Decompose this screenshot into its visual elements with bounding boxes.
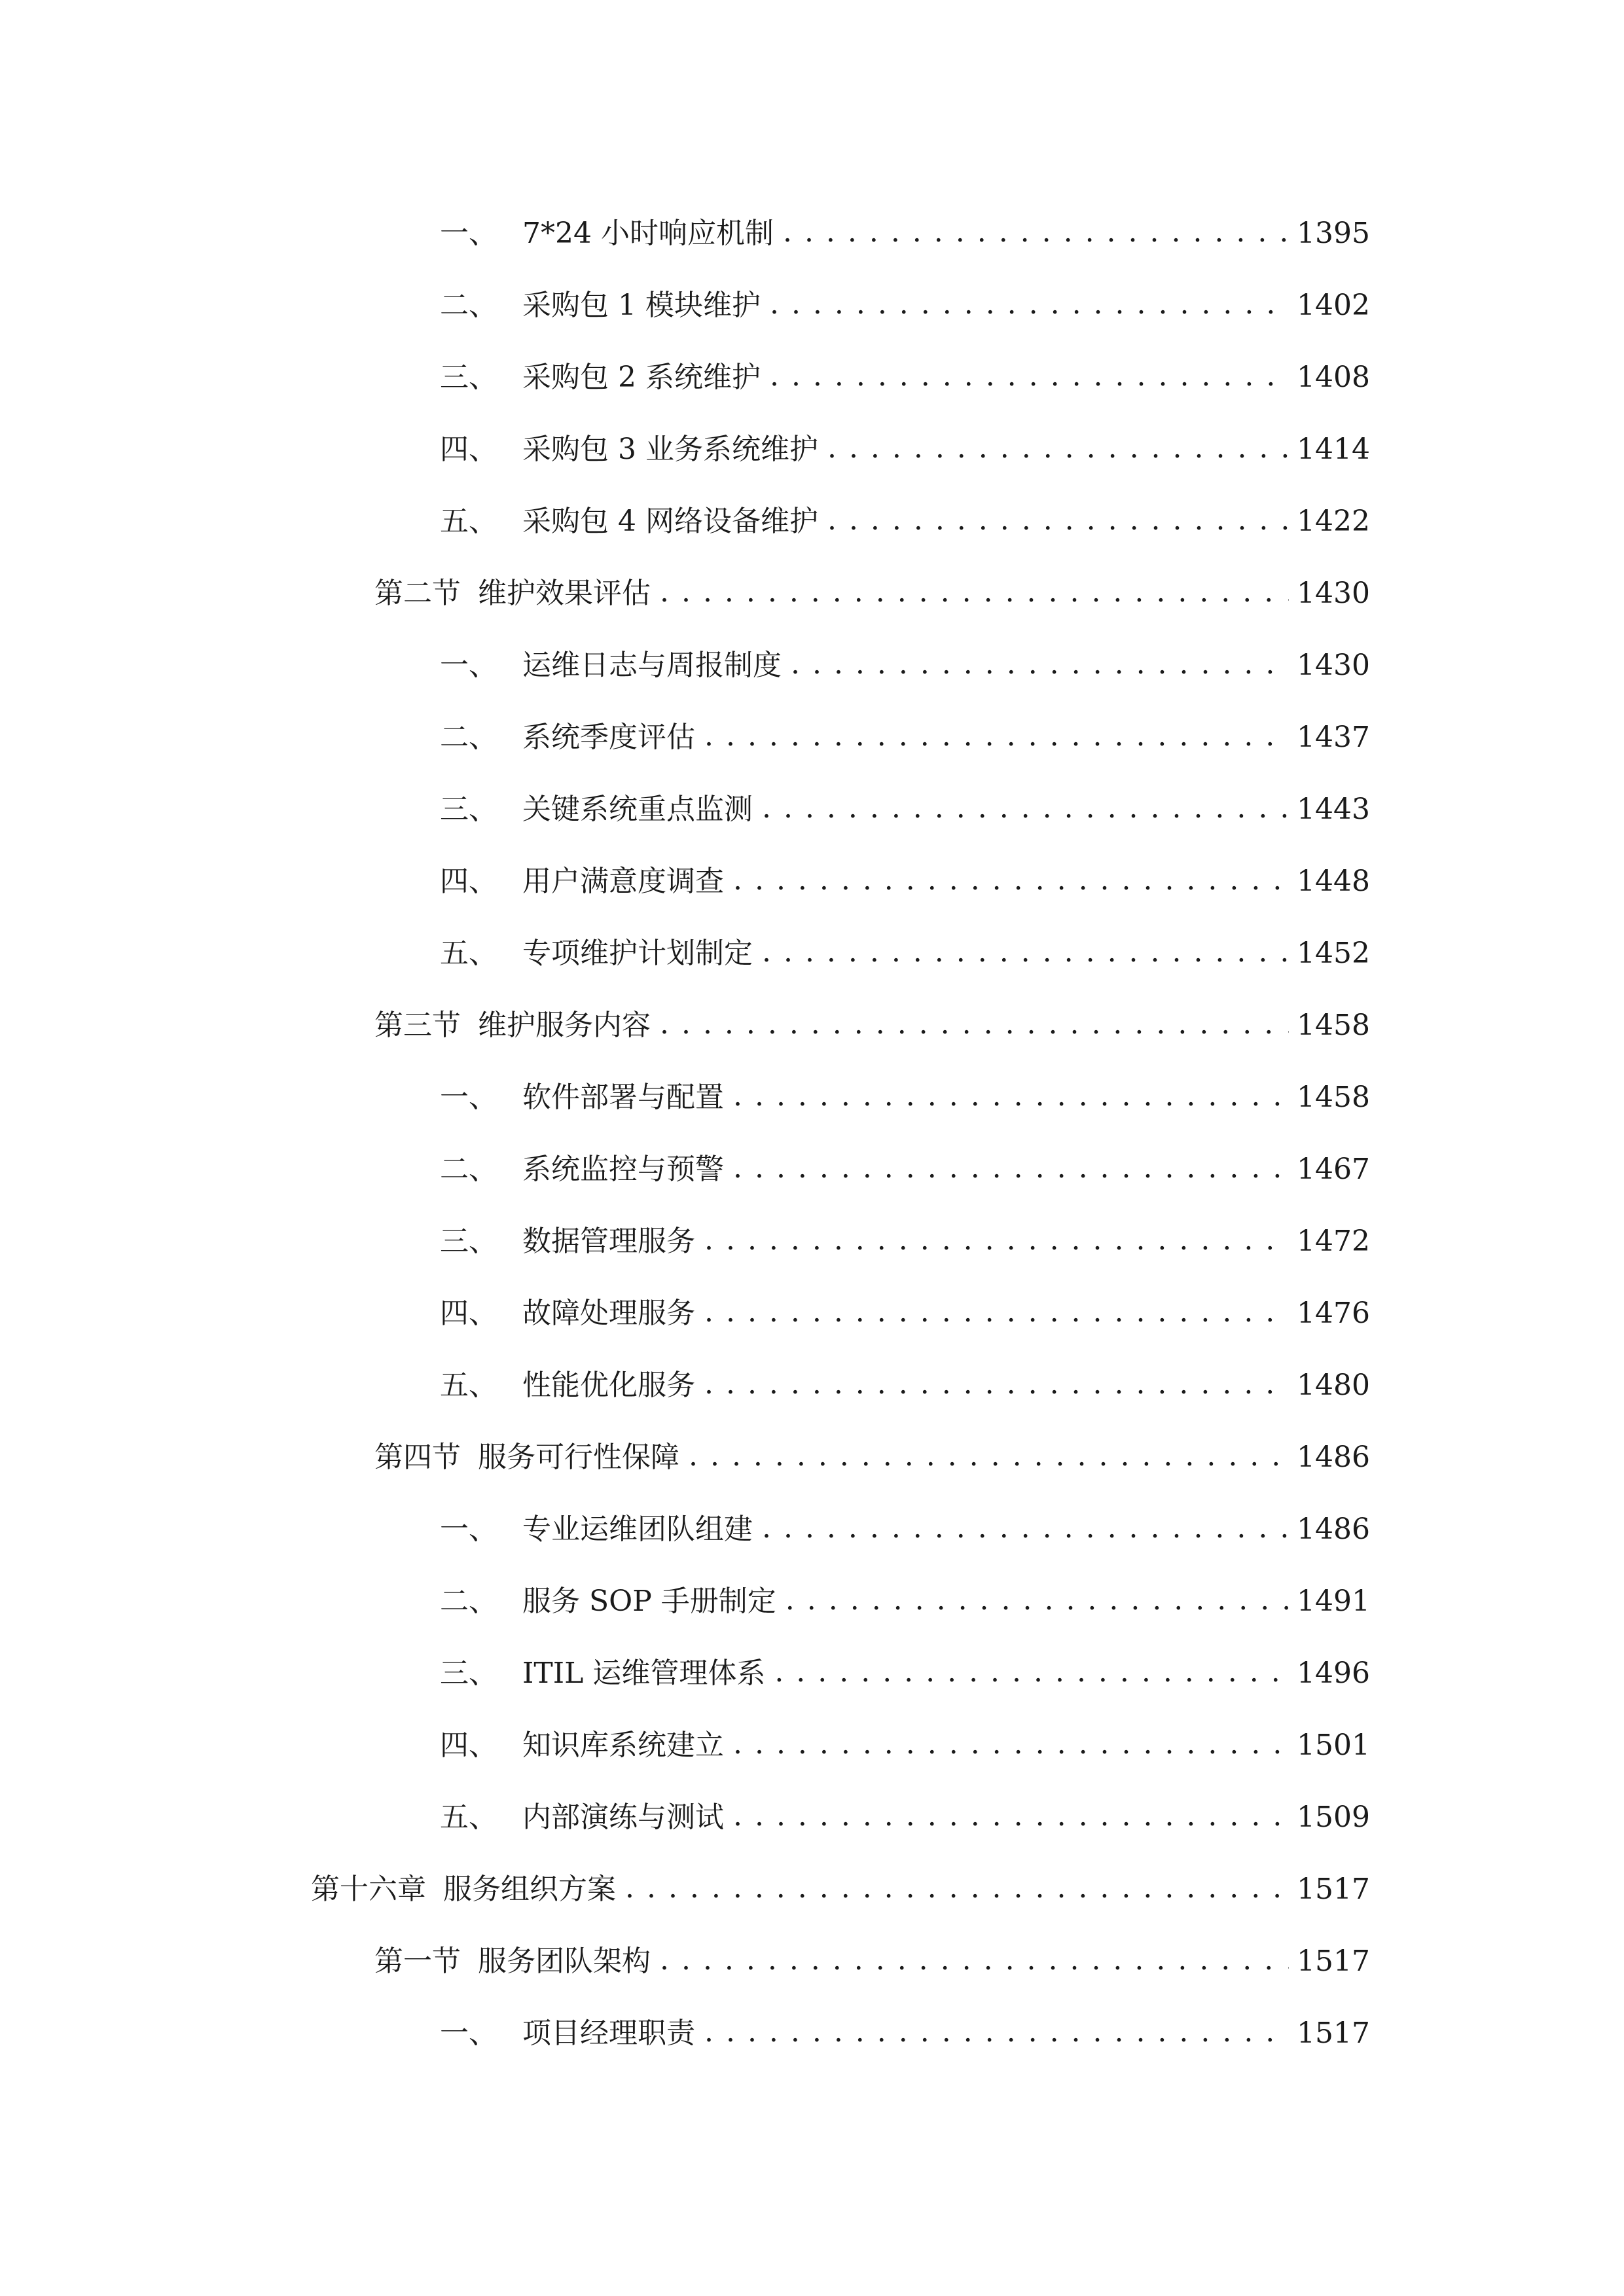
- toc-entry-title: 专项维护计划制定: [522, 937, 753, 970]
- toc-entry-number: 二、: [440, 289, 497, 322]
- toc-dot-leader: [827, 502, 1289, 540]
- toc-entry-number: 第十六章: [311, 1873, 426, 1906]
- toc-dot-leader: [704, 718, 1289, 756]
- toc-entry[interactable]: [374, 1928, 1370, 1980]
- toc-entry-number: 一、: [440, 1081, 497, 1114]
- toc-entry-title: 采购包 1 模块维护: [522, 289, 761, 322]
- toc-entry-title: 采购包 4 网络设备维护: [522, 505, 818, 538]
- toc-entry-page: 1452: [1297, 937, 1370, 970]
- toc-entry[interactable]: [374, 1424, 1370, 1476]
- toc-entry-title: ITIL 运维管理体系: [522, 1657, 766, 1690]
- toc-dot-leader: [791, 646, 1289, 684]
- toc-entry-page: 1414: [1297, 433, 1370, 466]
- toc-dot-leader: [762, 934, 1289, 972]
- toc-dot-leader: [783, 214, 1289, 252]
- toc-entry-title: 知识库系统建立: [522, 1729, 724, 1762]
- toc-entry[interactable]: [440, 344, 1370, 396]
- toc-entry[interactable]: [440, 1568, 1370, 1620]
- toc-entry-number: 三、: [440, 1657, 497, 1690]
- toc-entry-number: 四、: [440, 1729, 497, 1762]
- toc-entry-page: 1472: [1297, 1225, 1370, 1258]
- toc-dot-leader: [774, 1654, 1289, 1692]
- toc-dot-leader: [625, 1870, 1289, 1908]
- toc-entry-title: 故障处理服务: [522, 1297, 695, 1330]
- toc-entry-title: 维护效果评估: [478, 577, 651, 610]
- toc-entry[interactable]: [440, 704, 1370, 756]
- toc-entry-title: 关键系统重点监测: [522, 793, 753, 826]
- toc-entry-number: 三、: [440, 361, 497, 394]
- toc-entry-number: 一、: [440, 217, 497, 250]
- toc-dot-leader: [762, 1510, 1289, 1548]
- toc-entry-number: 四、: [440, 865, 497, 898]
- toc-entry-title: 专业运维团队组建: [522, 1513, 753, 1546]
- toc-entry-title: 7*24 小时响应机制: [522, 217, 774, 250]
- toc-entry-page: 1430: [1297, 577, 1370, 610]
- toc-dot-leader: [733, 1726, 1289, 1764]
- toc-entry-title: 维护服务内容: [478, 1009, 651, 1042]
- toc-entry-number: 一、: [440, 1513, 497, 1546]
- toc-entry-page: 1402: [1297, 289, 1370, 322]
- toc-entry-page: 1509: [1297, 1801, 1370, 1834]
- toc-entry-title: 性能优化服务: [522, 1369, 695, 1402]
- toc-entry[interactable]: [374, 992, 1370, 1044]
- toc-entry-number: 二、: [440, 721, 497, 754]
- toc-entry-title: 采购包 3 业务系统维护: [522, 433, 818, 466]
- toc-entry[interactable]: [440, 1280, 1370, 1332]
- toc-entry-page: 1395: [1297, 217, 1370, 250]
- toc-entry-title: 服务团队架构: [478, 1945, 651, 1978]
- toc-entry-number: 二、: [440, 1153, 497, 1186]
- toc-dot-leader: [733, 1798, 1289, 1836]
- toc-entry[interactable]: [440, 488, 1370, 540]
- toc-entry-title: 运维日志与周报制度: [522, 649, 782, 682]
- toc-entry-page: 1467: [1297, 1153, 1370, 1186]
- toc-entry-title: 系统季度评估: [522, 721, 695, 754]
- toc-entry-page: 1491: [1297, 1585, 1370, 1618]
- toc-entry-page: 1486: [1297, 1513, 1370, 1546]
- toc-entry-title: 内部演练与测试: [522, 1801, 724, 1834]
- toc-entry-page: 1458: [1297, 1081, 1370, 1114]
- toc-dot-leader: [733, 862, 1289, 900]
- toc-entry[interactable]: [440, 848, 1370, 900]
- toc-entry-title: 用户满意度调查: [522, 865, 724, 898]
- toc-entry-page: 1476: [1297, 1297, 1370, 1330]
- toc-entry-number: 第一节: [374, 1945, 461, 1978]
- toc-entry-page: 1437: [1297, 721, 1370, 754]
- toc-entry-title: 服务组织方案: [443, 1873, 616, 1906]
- toc-entry[interactable]: [440, 1064, 1370, 1116]
- toc-entry-title: 数据管理服务: [522, 1225, 695, 1258]
- toc-entry-page: 1422: [1297, 505, 1370, 538]
- toc-entry-number: 四、: [440, 433, 497, 466]
- toc-dot-leader: [785, 1582, 1289, 1620]
- toc-entry[interactable]: [440, 1712, 1370, 1764]
- toc-entry[interactable]: [440, 1136, 1370, 1188]
- toc-dot-leader: [770, 286, 1289, 324]
- toc-entry-number: 一、: [440, 2017, 497, 2050]
- toc-entry[interactable]: [440, 632, 1370, 684]
- toc-entry-page: 1517: [1297, 1945, 1370, 1978]
- toc-entry-page: 1486: [1297, 1441, 1370, 1474]
- toc-entry-number: 三、: [440, 793, 497, 826]
- toc-entry-number: 二、: [440, 1585, 497, 1618]
- toc-entry-number: 第三节: [374, 1009, 461, 1042]
- toc-dot-leader: [704, 1366, 1289, 1404]
- toc-entry-title: 软件部署与配置: [522, 1081, 724, 1114]
- toc-entry-title: 服务 SOP 手册制定: [522, 1585, 776, 1618]
- toc-dot-leader: [704, 1294, 1289, 1332]
- toc-entry[interactable]: [374, 560, 1370, 612]
- toc-dot-leader: [660, 1006, 1289, 1044]
- toc-entry[interactable]: [440, 200, 1370, 252]
- toc-entry[interactable]: [440, 1352, 1370, 1404]
- toc-entry[interactable]: [440, 272, 1370, 324]
- toc-entry-title: 系统监控与预警: [522, 1153, 724, 1186]
- toc-dot-leader: [704, 1222, 1289, 1260]
- toc-entry[interactable]: [440, 776, 1370, 828]
- toc-entry[interactable]: [440, 1208, 1370, 1260]
- toc-entry-number: 三、: [440, 1225, 497, 1258]
- toc-entry[interactable]: [440, 2000, 1370, 2052]
- toc-entry-page: 1501: [1297, 1729, 1370, 1762]
- toc-entry-page: 1496: [1297, 1657, 1370, 1690]
- toc-entry-number: 五、: [440, 1369, 497, 1402]
- toc-entry-page: 1443: [1297, 793, 1370, 826]
- toc-entry-number: 四、: [440, 1297, 497, 1330]
- toc-dot-leader: [689, 1438, 1289, 1476]
- toc-entry-page: 1480: [1297, 1369, 1370, 1402]
- toc-entry[interactable]: [440, 416, 1370, 468]
- toc-entry-number: 五、: [440, 937, 497, 970]
- toc-entry-page: 1448: [1297, 865, 1370, 898]
- toc-entry-page: 1430: [1297, 649, 1370, 682]
- toc-entry-number: 第二节: [374, 577, 461, 610]
- toc-dot-leader: [660, 1942, 1289, 1980]
- toc-entry-title: 采购包 2 系统维护: [522, 361, 761, 394]
- toc-entry-page: 1408: [1297, 361, 1370, 394]
- toc-entry[interactable]: [311, 1856, 1370, 1908]
- toc-dot-leader: [762, 790, 1289, 828]
- toc-entry[interactable]: [440, 1496, 1370, 1548]
- toc-dot-leader: [827, 430, 1289, 468]
- toc-dot-leader: [660, 574, 1289, 612]
- toc-dot-leader: [770, 358, 1289, 396]
- toc-dot-leader: [733, 1150, 1289, 1188]
- toc-entry[interactable]: [440, 920, 1370, 972]
- toc-dot-leader: [733, 1078, 1289, 1116]
- toc-entry-number: 五、: [440, 1801, 497, 1834]
- toc-entry[interactable]: [440, 1640, 1370, 1692]
- toc-dot-leader: [704, 2014, 1289, 2052]
- toc-entry[interactable]: [440, 1784, 1370, 1836]
- toc-entry-page: 1517: [1297, 1873, 1370, 1906]
- toc-entry-page: 1458: [1297, 1009, 1370, 1042]
- toc-entry-number: 第四节: [374, 1441, 461, 1474]
- toc-entry-title: 服务可行性保障: [478, 1441, 679, 1474]
- toc-entry-page: 1517: [1297, 2017, 1370, 2050]
- toc-entry-number: 五、: [440, 505, 497, 538]
- toc-entry-number: 一、: [440, 649, 497, 682]
- toc-entry-title: 项目经理职责: [522, 2017, 695, 2050]
